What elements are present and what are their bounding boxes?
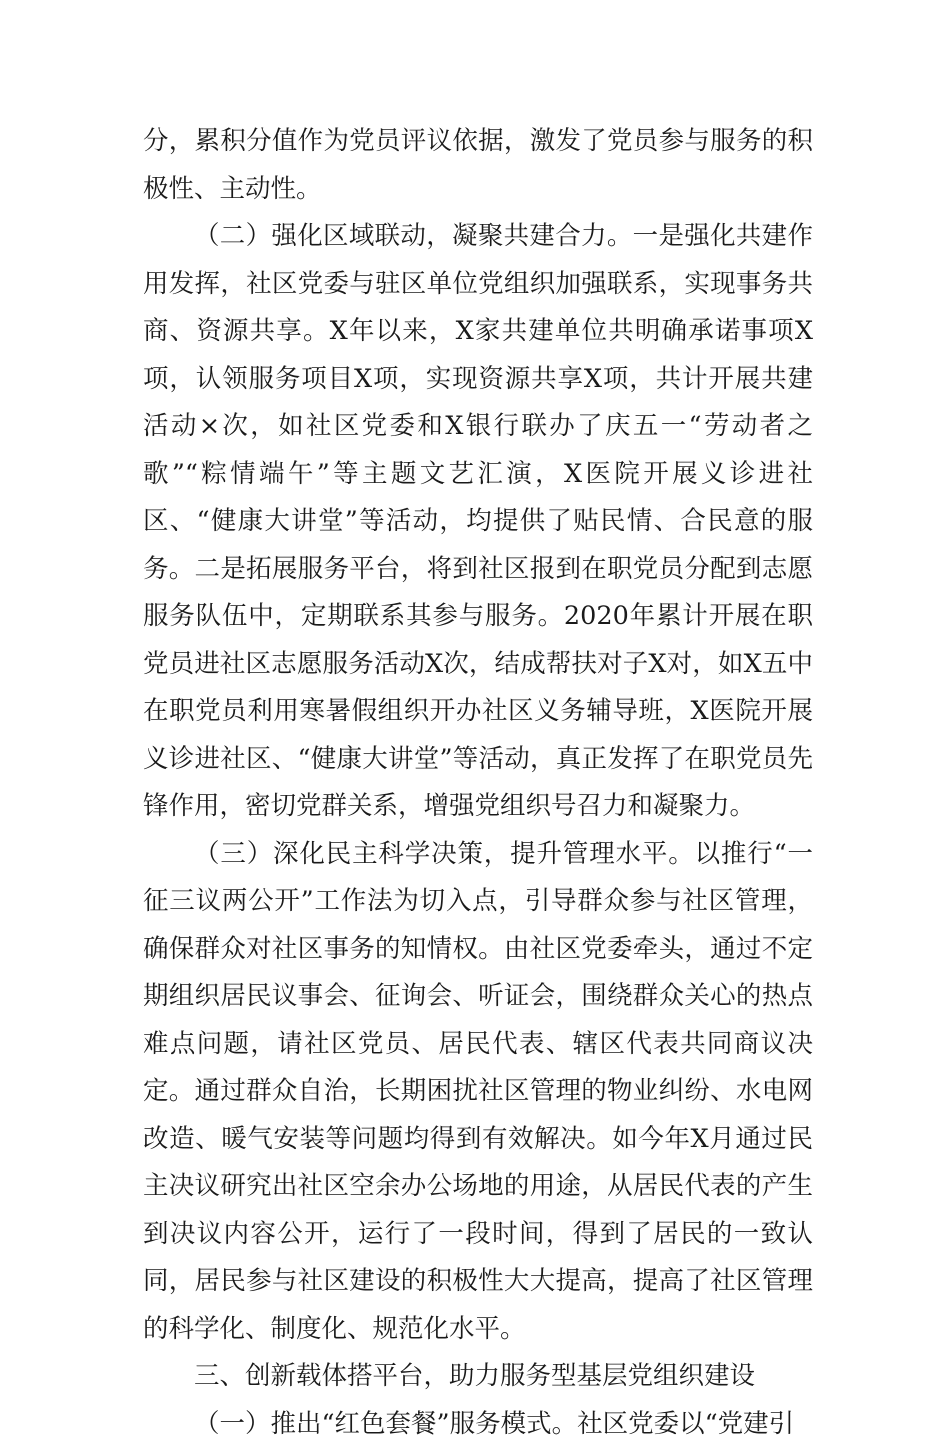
- paragraph-regional-linkage: （二）强化区域联动，凝聚共建合力。一是强化共建作用发挥，社区党委与驻区单位党组织加强联系，实现事务共商、资源共享。X年以来，X家共建单位共明确承诺事项X项，认领服务项目X项，实现资源共享X项，共计开展共建活动×次，如社区党委和X银行联办了庆五一“劳动者之歌”“粽情端午”等主题文艺汇演，X医院开展义诊进社区、“健康大讲堂”等活动，均提供了贴民情、合民意的服务。二是拓展服务平台，将到社区报到在职党员分配到志愿服务队伍中，定期联系其参与服务。2020年累计开展在职党员进社区志愿服务活动X次，结成帮扶对子X对，如X五中在职党员利用寒暑假组织开办社区义务辅导班，X医院开展义诊进社区、“健康大讲堂”等活动，真正发挥了在职党员先锋作用，密切党群关系，增强党组织号召力和凝聚力。: [143, 213, 813, 831]
- paragraph-democratic-decision: （三）深化民主科学决策，提升管理水平。以推行“一征三议两公开”工作法为切入点，引导群众参与社区管理，确保群众对社区事务的知情权。由社区党委牵头，通过不定期组织居民议事会、征询会、听证会，围绕群众关心的热点难点问题，请社区党员、居民代表、辖区代表共同商议决定。通过群众自治，长期困扰社区管理的物业纠纷、水电网改造、暖气安装等问题均得到有效解决。如今年X月通过民主决议研究出社区空余办公场地的用途，从居民代表的产生到决议内容公开，运行了一段时间，得到了居民的一致认同，居民参与社区建设的积极性大大提高，提高了社区管理的科学化、制度化、规范化水平。: [143, 831, 813, 1354]
- document-body: [143, 118, 813, 1448]
- paragraph-continuation: 分，累积分值作为党员评议依据，激发了党员参与服务的积极性、主动性。: [143, 118, 813, 213]
- paragraph-red-package: （一）推出“红色套餐”服务模式。社区党委以“党建引: [143, 1401, 813, 1448]
- section-heading-three: 三、创新载体搭平台，助力服务型基层党组织建设: [143, 1353, 813, 1401]
